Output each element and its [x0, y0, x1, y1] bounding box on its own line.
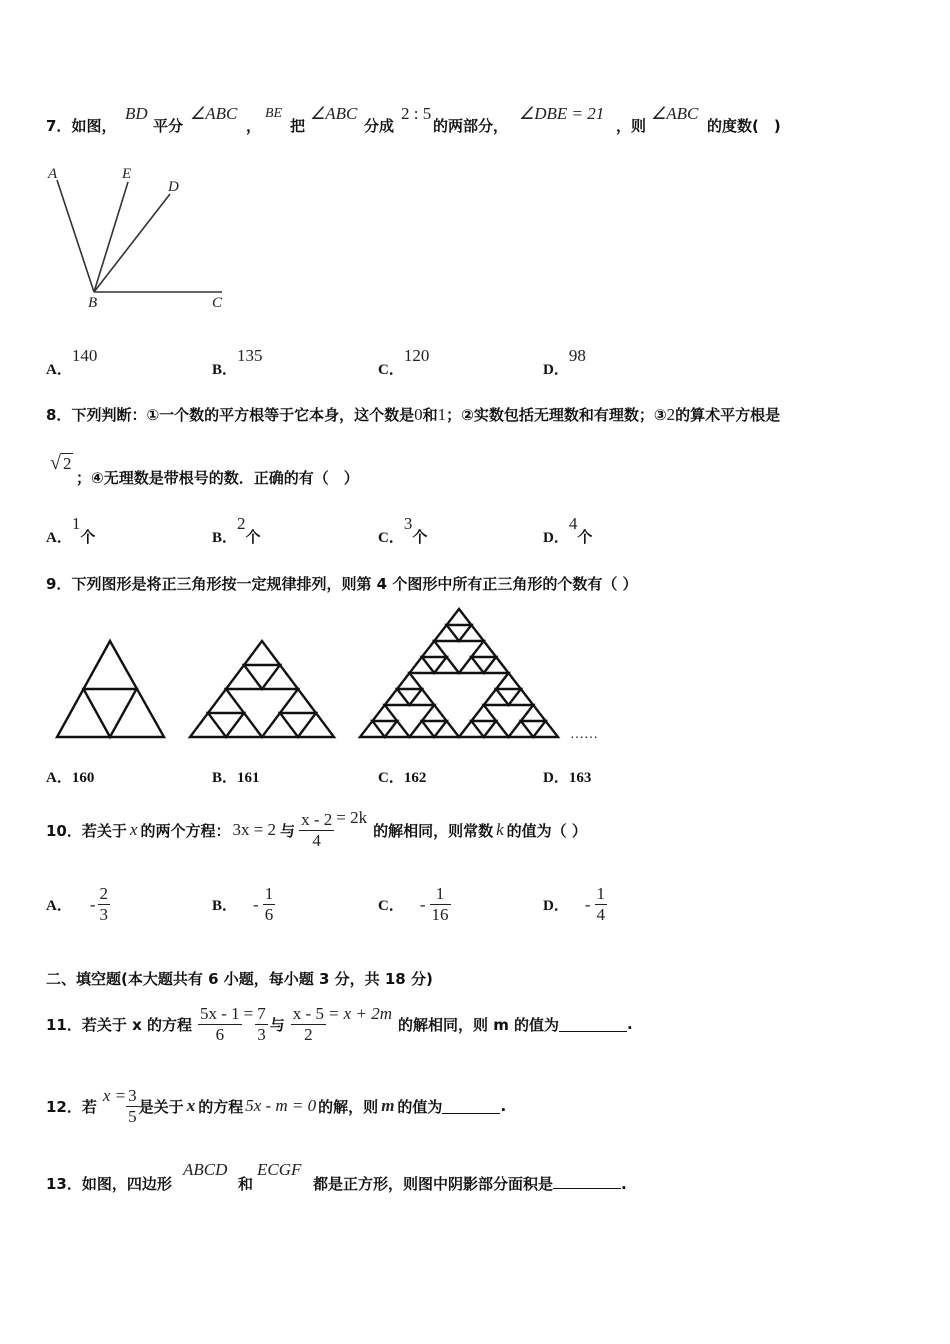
q7-math-dbe: ∠DBE = 21: [519, 104, 605, 123]
q8-line-1: 8．下列判断：①一个数的平方根等于它本身，这个数是0和1；②实数包括无理数和有理数；③2的算术平方根是: [46, 405, 781, 424]
q7-math-abc-1: ∠ABC: [190, 104, 238, 123]
ray-bd: [94, 194, 170, 292]
q7-math-be: BE: [265, 106, 283, 121]
q10-option-d[interactable]: D． - $\frac{1}{4}$: [543, 884, 606, 924]
q10-fraction: $\frac{x - 2}{4}$: [301, 809, 333, 850]
q7-stem: 7．如图，: [46, 117, 117, 135]
q9-option-b[interactable]: B．161: [212, 770, 260, 786]
q7-math-bd: BD: [125, 104, 148, 123]
q13-num: 13．如图，四边形: [46, 1175, 172, 1193]
q7-text-comma: ，: [246, 117, 262, 135]
label-b: B: [88, 295, 98, 311]
triangle-figure-1: [57, 641, 164, 737]
q7-text-then: ，则: [616, 117, 647, 135]
q9-stem: 9．下列图形是将正三角形按一定规律排列，则第 4 个图形中所有正三角形的个数有（ ）: [46, 575, 638, 593]
section-2-title: 二、填空题(本大题共有 6 小题，每小题 3 分，共 18 分): [46, 970, 433, 988]
q12-answer-blank[interactable]: [442, 1099, 500, 1114]
q8-option-a[interactable]: A．1个: [46, 514, 96, 546]
q10-stem: 10． 若关于 x 的两个方程： 3x = 2 与 $\frac{x - 2}{4}$ = 2k 的解相同，则常数 k 的值为（ ）: [46, 808, 587, 850]
q7-math-abc-3: ∠ABC: [651, 104, 699, 123]
q7-angle-figure: [40, 160, 240, 315]
triangle-figure-2: [190, 641, 334, 737]
q7-text-degree: 的度数( ): [707, 117, 781, 135]
q13-answer-blank[interactable]: [553, 1174, 621, 1189]
q9-triangle-figures: [50, 605, 610, 745]
label-e: E: [122, 166, 132, 182]
q8-option-b[interactable]: B．2个: [212, 514, 261, 546]
label-a: A: [48, 166, 58, 182]
q13-math-abcd: ABCD: [183, 1160, 228, 1179]
q7-math-ratio: 2 : 5: [401, 104, 432, 123]
q7-option-d[interactable]: D．98: [543, 346, 586, 378]
q8-option-c[interactable]: C．3个: [378, 514, 428, 546]
q7-option-b[interactable]: B．135: [212, 346, 263, 378]
triangle-figure-3: [360, 609, 558, 737]
q7-text-ba: 把: [290, 117, 306, 135]
q13-math-ecgf: ECGF: [257, 1160, 302, 1179]
q7-text-split: 分成: [364, 117, 395, 135]
q7-text-parts: 的两部分，: [433, 117, 509, 135]
q8-line-2: ；④无理数是带根号的数．正确的有（ ）: [76, 469, 359, 487]
q7-text-bisect: 平分: [153, 117, 184, 135]
ray-be: [94, 182, 128, 292]
q12-stem: 12． 若 x = $\frac{3}{5}$ 是关于 x 的方程 5x - m = 0 的解，则 m 的值为 .: [46, 1085, 507, 1126]
label-c: C: [212, 295, 223, 311]
q7-math-abc-2: ∠ABC: [310, 104, 358, 123]
q9-ellipsis: ……: [570, 727, 598, 742]
q11-answer-blank[interactable]: [559, 1017, 627, 1032]
q10-option-b[interactable]: B． - $\frac{1}{6}$: [212, 884, 274, 924]
q10-option-a[interactable]: A． - $\frac{2}{3}$: [46, 884, 109, 924]
ray-ba: [57, 180, 94, 292]
q13-tail: 都是正方形，则图中阴影部分面积是 .: [313, 1175, 627, 1193]
q9-option-d[interactable]: D．163: [543, 770, 592, 786]
q9-option-a[interactable]: A．160: [46, 770, 95, 786]
q8-option-d[interactable]: D．4个: [543, 514, 593, 546]
q9-option-c[interactable]: C．162: [378, 770, 427, 786]
label-d: D: [168, 179, 179, 195]
q11-stem: 11． 若关于 x 的方程 $\frac{5x - 1}{6}$ = $\frac{7}{3}$ 与 $\frac{x - 5}{2}$ = x + 2m 的解相同，则 m 的值为 .: [46, 1003, 633, 1044]
q8-sqrt-2: √ 2: [50, 452, 72, 474]
q13-text-and: 和: [238, 1175, 254, 1193]
q10-option-c[interactable]: C． - $\frac{1}{16}$: [378, 884, 449, 924]
q7-option-c[interactable]: C．120: [378, 346, 430, 378]
q7-option-a[interactable]: A．140: [46, 346, 98, 378]
